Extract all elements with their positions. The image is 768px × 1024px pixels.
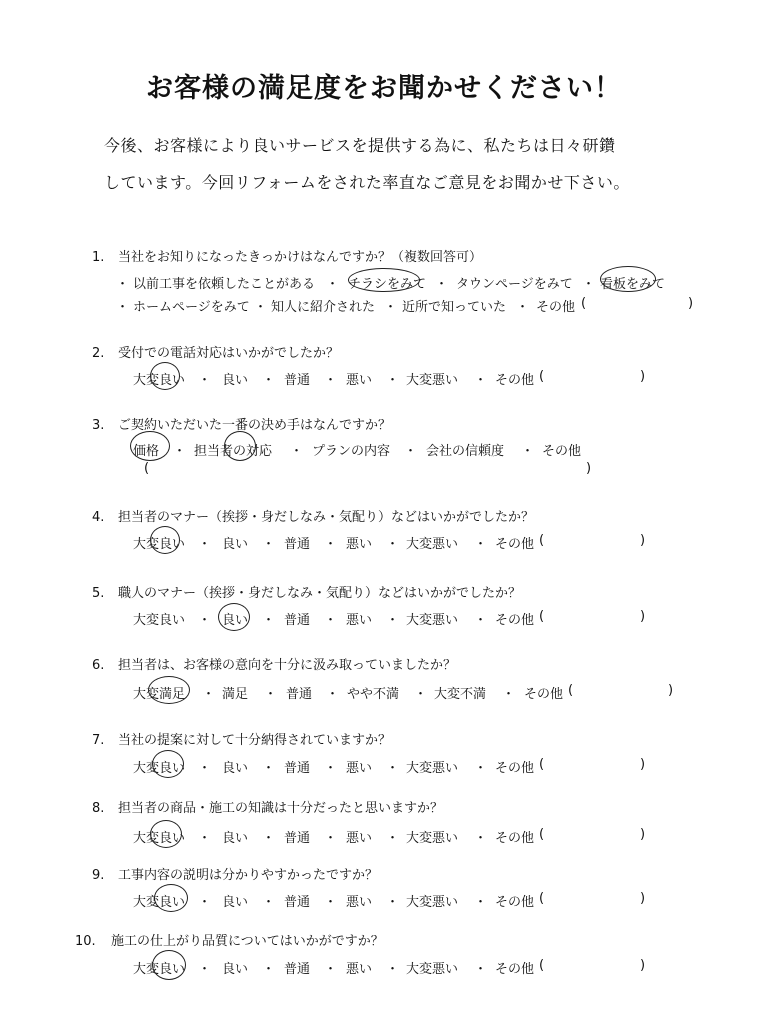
close-paren: ) — [668, 683, 674, 698]
option[interactable]: 良い — [222, 537, 249, 552]
open-paren: ( — [539, 757, 545, 772]
option[interactable]: 悪い — [346, 831, 373, 846]
close-paren: ) — [640, 827, 646, 842]
bullet: ・ — [474, 613, 488, 628]
option[interactable]: やや不満 — [347, 687, 400, 702]
bullet: ・ — [474, 895, 488, 910]
option[interactable]: その他 — [495, 373, 535, 388]
bullet: ・ — [404, 444, 418, 459]
open-paren: ( — [539, 533, 545, 548]
bullet: ・ — [262, 613, 276, 628]
bullet: ・ — [262, 831, 276, 846]
option[interactable]: 普通 — [284, 613, 311, 628]
bullet: ・ — [324, 761, 338, 776]
option[interactable]: その他 — [542, 444, 582, 459]
question-number: 1. — [92, 250, 105, 265]
option[interactable]: 良い — [222, 831, 249, 846]
option[interactable]: 大変悪い — [406, 895, 459, 910]
bullet: ・ — [384, 300, 398, 315]
option[interactable]: 悪い — [346, 613, 373, 628]
bullet: ・ — [474, 373, 488, 388]
open-paren: ( — [539, 958, 545, 973]
option[interactable]: 大変悪い — [406, 761, 459, 776]
option[interactable]: 大変悪い — [406, 613, 459, 628]
option[interactable]: チラシをみて — [348, 277, 427, 292]
bullet: ・ — [324, 537, 338, 552]
option[interactable]: 大変悪い — [406, 831, 459, 846]
option[interactable]: その他 — [495, 895, 535, 910]
option[interactable]: 大変悪い — [406, 962, 459, 977]
option[interactable]: 以前工事を依頼したことがある — [133, 277, 316, 292]
option[interactable]: 大変悪い — [406, 537, 459, 552]
bullet: ・ — [474, 831, 488, 846]
option[interactable]: プランの内容 — [312, 444, 391, 459]
option[interactable]: 大変良い — [133, 537, 186, 552]
close-paren: ) — [640, 891, 646, 906]
question-number: 10. — [75, 934, 96, 949]
intro-line-1: 今後、お客様により良いサービスを提供する為に、私たちは日々研鑽 — [104, 136, 616, 155]
bullet: ・ — [198, 537, 212, 552]
option[interactable]: その他 — [495, 613, 535, 628]
question-text: 当社をお知りになったきっかけはなんですか？（複数回答可） — [118, 250, 483, 265]
bullet: ・ — [474, 962, 488, 977]
option[interactable]: 大変良い — [133, 962, 186, 977]
bullet: ・ — [386, 962, 400, 977]
question-number: 4. — [92, 510, 105, 525]
option[interactable]: 悪い — [346, 895, 373, 910]
open-paren: ( — [581, 296, 587, 311]
option[interactable]: 知人に紹介された — [271, 300, 376, 315]
bullet: ・ — [262, 962, 276, 977]
question-text: 受付での電話対応はいかがでしたか？ — [118, 346, 340, 361]
bullet: ・ — [386, 613, 400, 628]
option[interactable]: 良い — [222, 761, 249, 776]
open-paren: ( — [539, 827, 545, 842]
bullet: ・ — [116, 300, 130, 315]
option[interactable]: 近所で知っていた — [402, 300, 507, 315]
option[interactable]: 満足 — [222, 687, 249, 702]
option[interactable]: 悪い — [346, 537, 373, 552]
option[interactable]: 普通 — [284, 962, 311, 977]
option[interactable]: 看板をみて — [600, 277, 666, 292]
question-text: 当社の提案に対して十分納得されていますか？ — [118, 733, 392, 748]
bullet: ・ — [264, 687, 278, 702]
option[interactable]: 普通 — [284, 831, 311, 846]
question-number: 8. — [92, 801, 105, 816]
option[interactable]: その他 — [536, 300, 576, 315]
close-paren: ) — [688, 296, 694, 311]
bullet: ・ — [290, 444, 304, 459]
open-paren: ( — [539, 369, 545, 384]
bullet: ・ — [324, 962, 338, 977]
question-text: 施工の仕上がり品質についてはいかがですか？ — [111, 934, 384, 949]
bullet: ・ — [262, 895, 276, 910]
option[interactable]: タウンページをみて — [456, 277, 573, 292]
option[interactable]: ホームページをみて — [133, 300, 250, 315]
question-number: 9. — [92, 868, 105, 883]
question-text: 担当者の商品・施工の知識は十分だったと思いますか？ — [118, 801, 444, 816]
option[interactable]: 良い — [222, 962, 249, 977]
close-paren: ) — [640, 958, 646, 973]
bullet: ・ — [198, 895, 212, 910]
option[interactable]: 大変良い — [133, 831, 186, 846]
open-paren: ( — [144, 461, 150, 476]
bullet: ・ — [116, 277, 130, 292]
option[interactable]: 悪い — [346, 962, 373, 977]
option[interactable]: その他 — [495, 537, 535, 552]
option[interactable]: 普通 — [284, 537, 311, 552]
bullet: ・ — [173, 444, 187, 459]
option[interactable]: 良い — [222, 373, 249, 388]
bullet: ・ — [435, 277, 449, 292]
intro-line-2: しています。今回リフォームをされた率直なご意見をお聞かせ下さい。 — [104, 173, 630, 192]
option[interactable]: その他 — [495, 962, 535, 977]
bullet: ・ — [502, 687, 516, 702]
open-paren: ( — [539, 609, 545, 624]
open-paren: ( — [539, 891, 545, 906]
option[interactable]: 担当者の対応 — [194, 444, 273, 459]
option[interactable]: その他 — [495, 831, 535, 846]
bullet: ・ — [386, 895, 400, 910]
close-paren: ) — [586, 461, 592, 476]
option[interactable]: 普通 — [284, 761, 311, 776]
option[interactable]: その他 — [524, 687, 564, 702]
bullet: ・ — [521, 444, 535, 459]
question-text: 工事内容の説明は分かりやすかったですか？ — [118, 868, 379, 883]
open-paren: ( — [568, 683, 574, 698]
option[interactable]: その他 — [495, 761, 535, 776]
bullet: ・ — [324, 831, 338, 846]
option[interactable]: 悪い — [346, 373, 373, 388]
option[interactable]: 大変良い — [133, 613, 186, 628]
option[interactable]: 普通 — [284, 373, 311, 388]
question-text: 担当者は、お客様の意向を十分に汲み取っていましたか？ — [118, 658, 457, 673]
bullet: ・ — [516, 300, 530, 315]
option[interactable]: 大変良い — [133, 895, 186, 910]
question-text: ご契約いただいた一番の決め手はなんですか？ — [118, 418, 392, 433]
option[interactable]: 普通 — [286, 687, 313, 702]
option[interactable]: 良い — [222, 613, 249, 628]
bullet: ・ — [262, 537, 276, 552]
bullet: ・ — [326, 687, 340, 702]
bullet: ・ — [326, 277, 340, 292]
bullet: ・ — [198, 613, 212, 628]
question-number: 5. — [92, 586, 105, 601]
bullet: ・ — [386, 373, 400, 388]
question-number: 3. — [92, 418, 105, 433]
bullet: ・ — [386, 761, 400, 776]
bullet: ・ — [198, 962, 212, 977]
bullet: ・ — [414, 687, 428, 702]
bullet: ・ — [202, 687, 216, 702]
question-number: 7. — [92, 733, 105, 748]
bullet: ・ — [474, 761, 488, 776]
close-paren: ) — [640, 609, 646, 624]
option[interactable]: 大変満足 — [133, 687, 186, 702]
bullet: ・ — [386, 537, 400, 552]
bullet: ・ — [324, 373, 338, 388]
option[interactable]: 会社の信頼度 — [426, 444, 505, 459]
bullet: ・ — [254, 300, 268, 315]
close-paren: ) — [640, 533, 646, 548]
question-text: 担当者のマナー（挨拶・身だしなみ・気配り）などはいかがでしたか？ — [118, 510, 535, 525]
option[interactable]: 普通 — [284, 895, 311, 910]
bullet: ・ — [198, 373, 212, 388]
bullet: ・ — [386, 831, 400, 846]
bullet: ・ — [262, 373, 276, 388]
bullet: ・ — [324, 613, 338, 628]
option[interactable]: 価格 — [133, 444, 160, 459]
bullet: ・ — [198, 761, 212, 776]
bullet: ・ — [198, 831, 212, 846]
option[interactable]: 大変良い — [133, 761, 186, 776]
bullet: ・ — [324, 895, 338, 910]
option[interactable]: 大変不満 — [434, 687, 487, 702]
question-number: 2. — [92, 346, 105, 361]
option[interactable]: 悪い — [346, 761, 373, 776]
close-paren: ) — [640, 369, 646, 384]
bullet: ・ — [262, 761, 276, 776]
close-paren: ) — [640, 757, 646, 772]
bullet: ・ — [582, 277, 596, 292]
option[interactable]: 良い — [222, 895, 249, 910]
option[interactable]: 大変良い — [133, 373, 186, 388]
option[interactable]: 大変悪い — [406, 373, 459, 388]
question-text: 職人のマナー（挨拶・身だしなみ・気配り）などはいかがでしたか？ — [118, 586, 522, 601]
page-title: お客様の満足度をお聞かせください！ — [146, 73, 622, 104]
question-number: 6. — [92, 658, 105, 673]
bullet: ・ — [474, 537, 488, 552]
